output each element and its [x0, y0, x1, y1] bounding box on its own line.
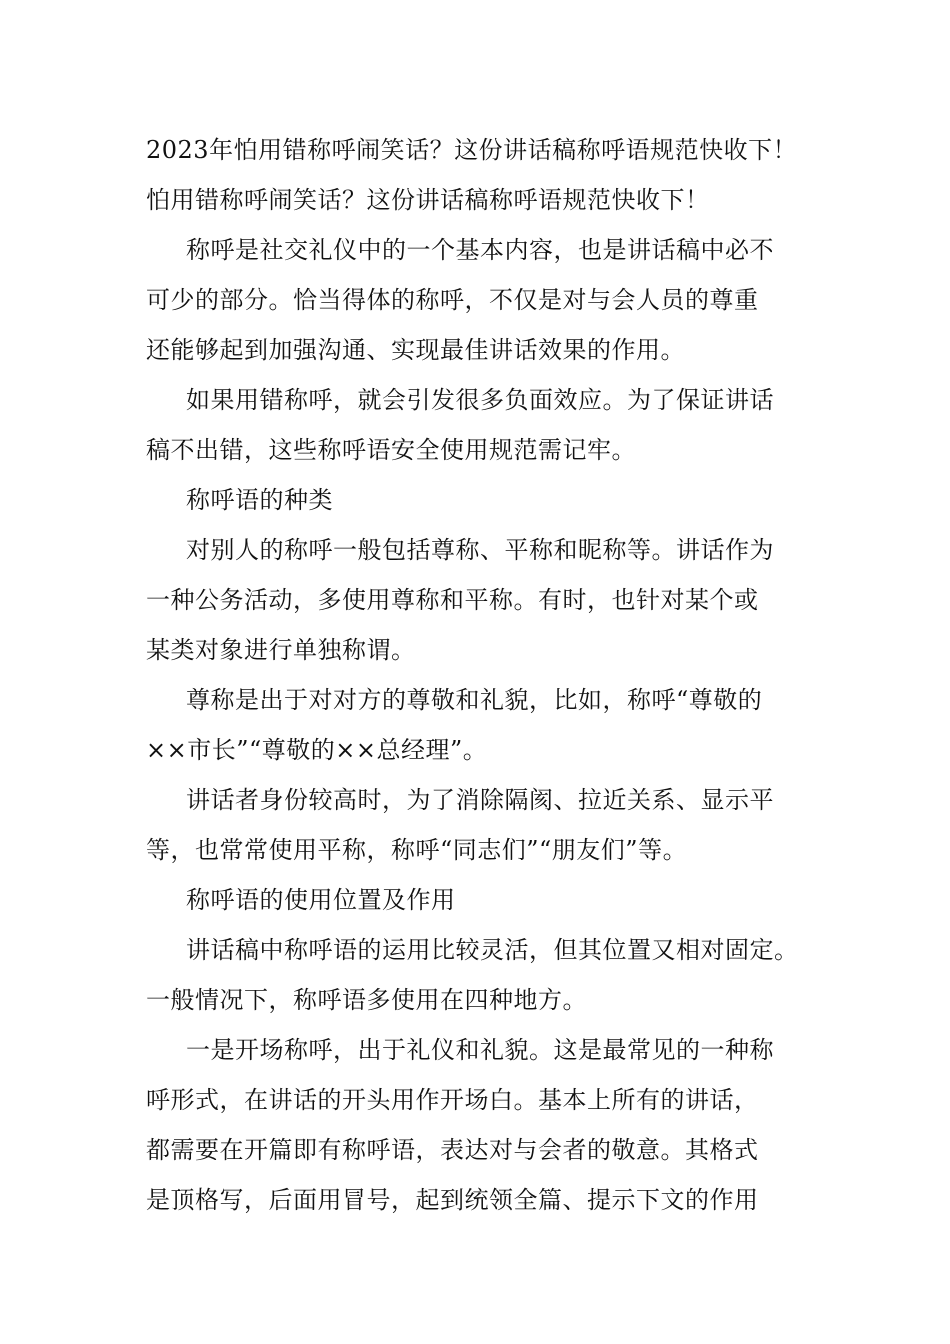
paragraph-line: 对别人的称呼一般包括尊称、平称和昵称等。讲话作为	[186, 536, 774, 564]
paragraph-line: 稿不出错，这些称呼语安全使用规范需记牢。	[146, 436, 636, 464]
paragraph-line: 讲话稿中称呼语的运用比较灵活，但其位置又相对固定。	[186, 936, 799, 964]
paragraph-line: ××市长”“尊敬的××总经理”。	[146, 736, 488, 764]
paragraph-line: 称呼是社交礼仪中的一个基本内容，也是讲话稿中必不	[186, 236, 774, 264]
paragraph-line: 是顶格写，后面用冒号，起到统领全篇、提示下文的作用	[146, 1186, 759, 1214]
paragraph-line: 如果用错称呼，就会引发很多负面效应。为了保证讲话	[186, 386, 774, 414]
paragraph-line: 一般情况下，称呼语多使用在四种地方。	[146, 986, 587, 1014]
paragraph-line: 尊称是出于对对方的尊敬和礼貌，比如，称呼“尊敬的	[186, 686, 763, 714]
paragraph-line: 呼形式，在讲话的开头用作开场白。基本上所有的讲话，	[146, 1086, 759, 1114]
paragraph-line: 等，也常常使用平称，称呼“同志们”“朋友们”等。	[146, 836, 688, 864]
paragraph-line: 一是开场称呼，出于礼仪和礼貌。这是最常见的一种称	[186, 1036, 774, 1064]
section-heading: 称呼语的种类	[186, 486, 333, 514]
paragraph-line: 还能够起到加强沟通、实现最佳讲话效果的作用。	[146, 336, 685, 364]
paragraph-line: 某类对象进行单独称谓。	[146, 636, 416, 664]
paragraph-line: 一种公务活动，多使用尊称和平称。有时，也针对某个或	[146, 586, 759, 614]
paragraph-line: 都需要在开篇即有称呼语，表达对与会者的敬意。其格式	[146, 1136, 759, 1164]
document-title: 2023年怕用错称呼闹笑话？这份讲话稿称呼语规范快收下！	[146, 136, 798, 164]
paragraph-line: 讲话者身份较高时，为了消除隔阂、拉近关系、显示平	[186, 786, 774, 814]
paragraph-line: 可少的部分。恰当得体的称呼，不仅是对与会人员的尊重	[146, 286, 759, 314]
section-heading: 称呼语的使用位置及作用	[186, 886, 456, 914]
document-subtitle: 怕用错称呼闹笑话？这份讲话稿称呼语规范快收下！	[146, 186, 710, 214]
